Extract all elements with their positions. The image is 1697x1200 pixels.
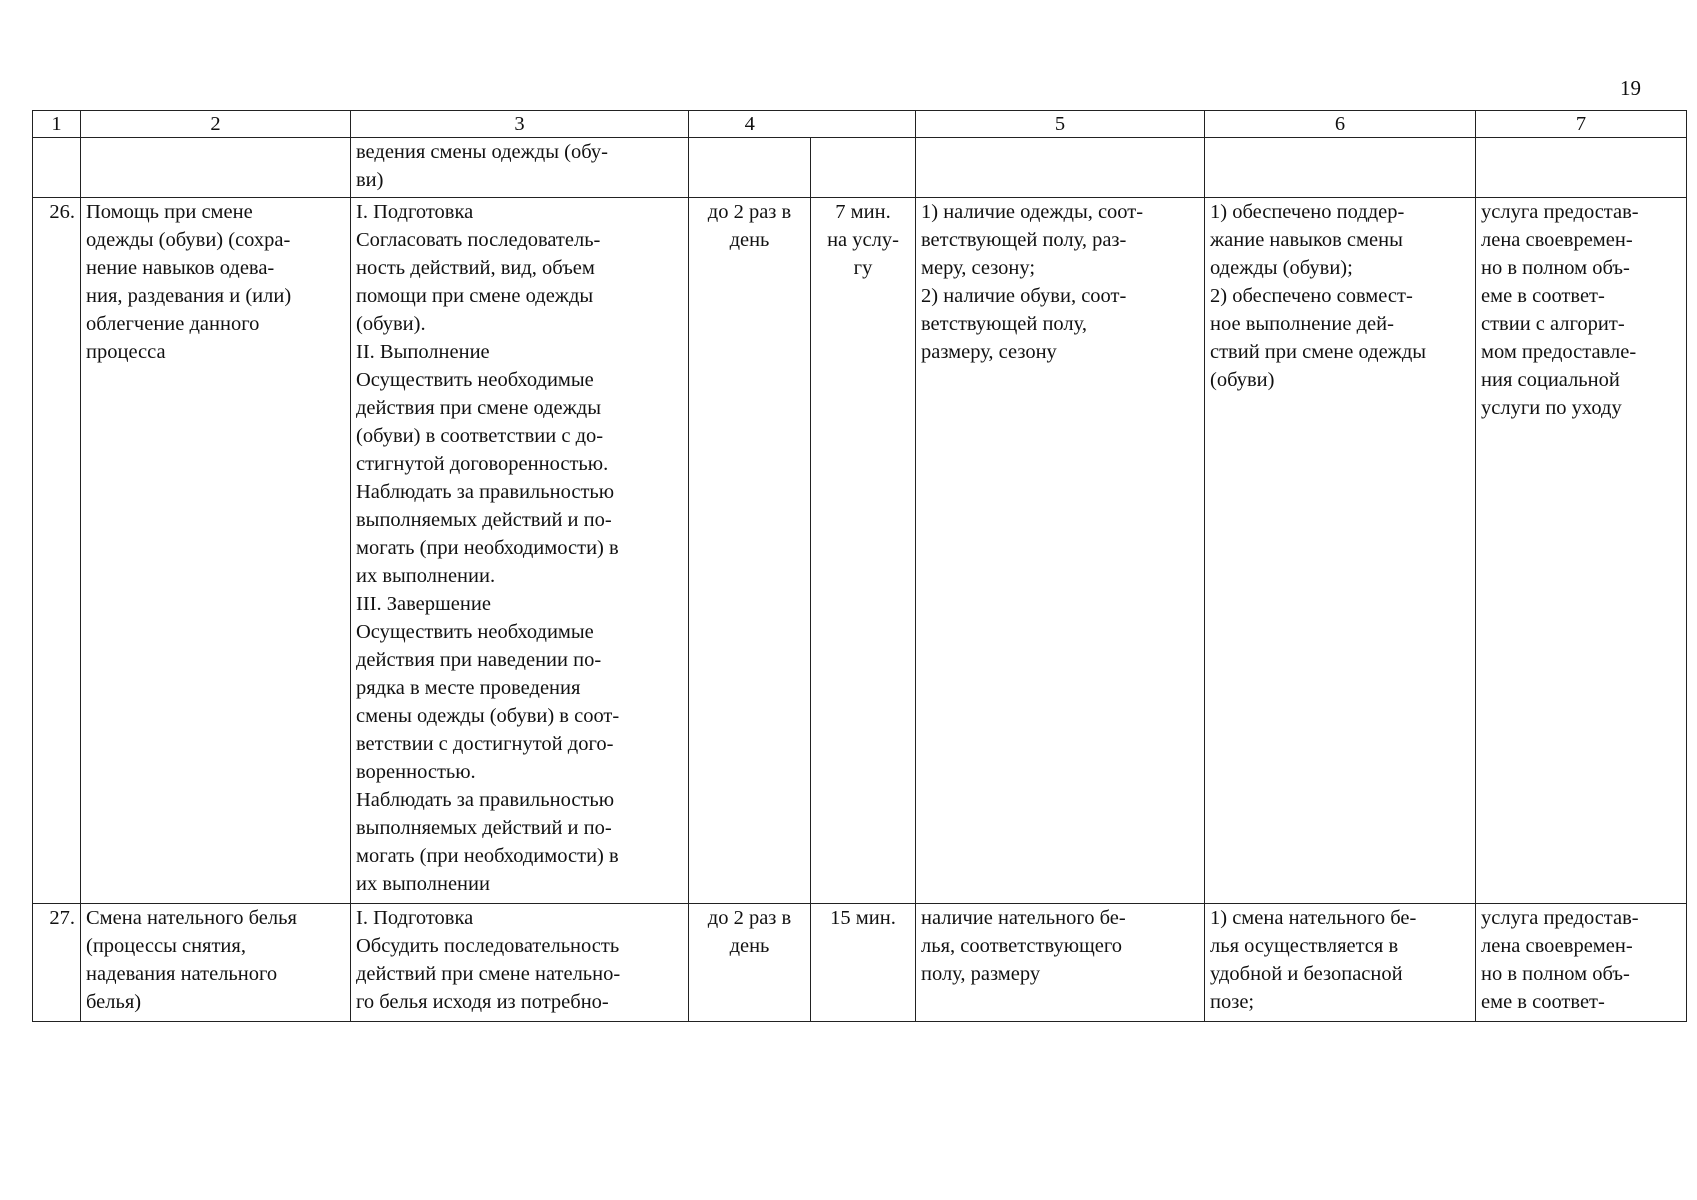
header-col-3: 3	[351, 111, 689, 138]
conditions	[916, 138, 1205, 198]
header-col-1: 1	[33, 111, 81, 138]
text-line: 1) обеспечено поддер-	[1210, 201, 1405, 223]
header-col-5: 5	[916, 111, 1205, 138]
continuation-row	[33, 138, 1687, 198]
text-line: лена своевремен-	[1481, 935, 1633, 957]
row-number: 27.	[33, 904, 81, 1022]
header-col-6: 6	[1205, 111, 1476, 138]
text-line: помощи при смене одежды	[356, 285, 594, 307]
text-line: услуга предостав-	[1481, 907, 1639, 929]
text-line: день	[729, 935, 770, 957]
text-line: нение навыков одева-	[86, 257, 275, 279]
text-line: Согласовать последователь-	[356, 229, 601, 251]
text-line: выполняемых действий и по-	[356, 509, 612, 531]
text-line: смены одежды (обуви) в соот-	[356, 705, 620, 727]
frequency	[689, 904, 811, 1022]
text-line: надевания нательного	[86, 963, 278, 985]
text-line: ствий при смене одежды	[1210, 341, 1427, 363]
text-line: 1) наличие одежды, соот-	[921, 201, 1144, 223]
table-row	[33, 904, 1687, 1022]
header-col-4b	[811, 111, 916, 138]
text-line: 7 мин.	[835, 201, 891, 223]
text-line: процесса	[86, 341, 166, 363]
text-line: ви)	[356, 169, 384, 191]
duration	[811, 904, 916, 1022]
text-line: позе;	[1210, 991, 1255, 1013]
text-line: могать (при необходимости) в	[356, 537, 619, 559]
duration	[811, 138, 916, 198]
text-line: лена своевремен-	[1481, 229, 1633, 251]
text-line: их выполнении	[356, 873, 490, 895]
text-line: воренностью.	[356, 761, 476, 783]
text-line: ность действий, вид, объем	[356, 257, 595, 279]
quality	[1476, 138, 1687, 198]
text-line: Наблюдать за правильностью	[356, 481, 615, 503]
text-line: услуги по уходу	[1481, 397, 1622, 419]
result	[1205, 198, 1476, 904]
text-line: но в полном объ-	[1481, 963, 1630, 985]
text-line: но в полном объ-	[1481, 257, 1630, 279]
text-line: Обсудить последовательность	[356, 935, 620, 957]
row-number: 26.	[33, 198, 81, 904]
text-line: Наблюдать за правильностью	[356, 789, 615, 811]
column-number-header	[33, 111, 1687, 138]
text-line: могать (при необходимости) в	[356, 845, 619, 867]
quality	[1476, 904, 1687, 1022]
text-line: ветствующей полу,	[921, 313, 1087, 335]
text-line: еме в соответ-	[1481, 991, 1605, 1013]
service-name	[81, 198, 351, 904]
text-line: одежды (обуви);	[1210, 257, 1353, 279]
table-row	[33, 198, 1687, 904]
text-line: Смена нательного белья	[86, 907, 297, 929]
text-line: 2) обеспечено совмест-	[1210, 285, 1413, 307]
text-line: мом предоставле-	[1481, 341, 1637, 363]
text-line: белья)	[86, 991, 142, 1013]
text-line: Осуществить необходимые	[356, 621, 594, 643]
text-line: полу, размеру	[921, 963, 1041, 985]
text-line: (обуви) в соответствии с до-	[356, 425, 604, 447]
text-line: ветствии с достигнутой дого-	[356, 733, 614, 755]
text-line: III. Завершение	[356, 593, 491, 615]
text-line: II. Выполнение	[356, 341, 490, 363]
text-line: (процессы снятия,	[86, 935, 246, 957]
text-line: Помощь при смене	[86, 201, 253, 223]
text-line: день	[729, 229, 770, 251]
service-description	[351, 138, 689, 198]
service-name	[81, 904, 351, 1022]
text-line: размеру, сезону	[921, 341, 1057, 363]
text-line: го белья исходя из потребно-	[356, 991, 609, 1013]
text-line: еме в соответ-	[1481, 285, 1605, 307]
text-line: ное выполнение дей-	[1210, 313, 1394, 335]
result	[1205, 904, 1476, 1022]
frequency	[689, 198, 811, 904]
header-col-4: 4	[689, 111, 811, 138]
text-line: Осуществить необходимые	[356, 369, 594, 391]
text-line: ния, раздевания и (или)	[86, 285, 292, 307]
text-line: удобной и безопасной	[1210, 963, 1403, 985]
text-line: лья осуществляется в	[1210, 935, 1399, 957]
header-col-7: 7	[1476, 111, 1687, 138]
text-line: 15 мин.	[830, 907, 896, 929]
text-line: одежды (обуви) (сохра-	[86, 229, 291, 251]
quality	[1476, 198, 1687, 904]
service-description	[351, 198, 689, 904]
text-line: жание навыков смены	[1210, 229, 1403, 251]
text-line: до 2 раз в	[707, 907, 792, 929]
text-line: действий при смене нательно-	[356, 963, 621, 985]
text-line: гу	[853, 257, 873, 279]
services-table	[32, 110, 1687, 1022]
text-line: услуга предостав-	[1481, 201, 1639, 223]
text-line: (обуви).	[356, 313, 426, 335]
result	[1205, 138, 1476, 198]
text-line: I. Подготовка	[356, 201, 474, 223]
text-line: наличие нательного бе-	[921, 907, 1126, 929]
text-line: действия при смене одежды	[356, 397, 601, 419]
text-line: ствии с алгорит-	[1481, 313, 1625, 335]
text-line: (обуви)	[1210, 369, 1275, 391]
text-line: до 2 раз в	[707, 201, 792, 223]
text-line: ния социальной	[1481, 369, 1620, 391]
conditions	[916, 198, 1205, 904]
text-line: действия при наведении по-	[356, 649, 602, 671]
text-line: их выполнении.	[356, 565, 496, 587]
text-line: ведения смены одежды (обу-	[356, 141, 608, 163]
text-line: 1) смена нательного бе-	[1210, 907, 1417, 929]
header-col-2: 2	[81, 111, 351, 138]
text-line: 2) наличие обуви, соот-	[921, 285, 1127, 307]
row-number	[33, 138, 81, 198]
page-number: 19	[1620, 76, 1641, 100]
text-line: на услу-	[827, 229, 899, 251]
text-line: лья, соответствующего	[921, 935, 1123, 957]
conditions	[916, 904, 1205, 1022]
service-description	[351, 904, 689, 1022]
text-line: рядка в месте проведения	[356, 677, 581, 699]
service-name	[81, 138, 351, 198]
frequency	[689, 138, 811, 198]
text-line: меру, сезону;	[921, 257, 1036, 279]
text-line: выполняемых действий и по-	[356, 817, 612, 839]
text-line: I. Подготовка	[356, 907, 474, 929]
text-line: ветствующей полу, раз-	[921, 229, 1127, 251]
duration	[811, 198, 916, 904]
text-line: облегчение данного	[86, 313, 260, 335]
text-line: стигнутой договоренностью.	[356, 453, 609, 475]
